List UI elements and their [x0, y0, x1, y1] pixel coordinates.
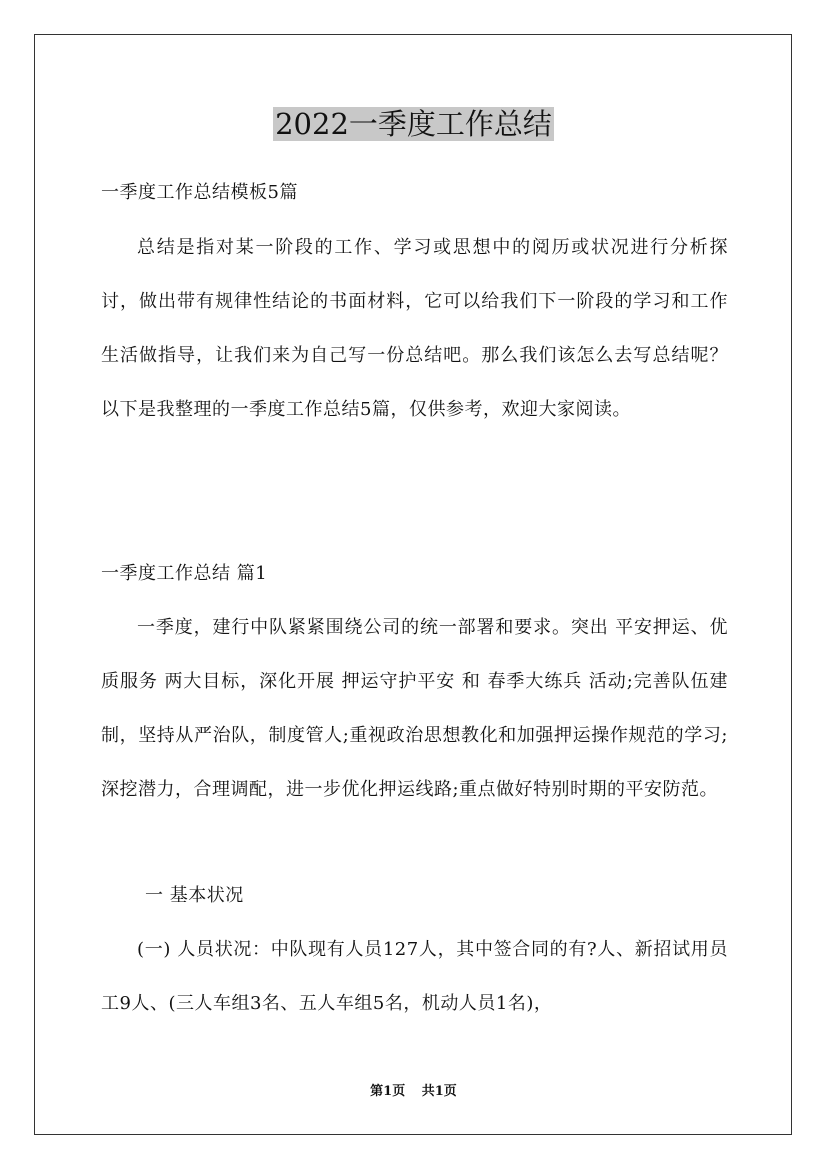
page-total: 共1页 [421, 1084, 457, 1099]
page-footer [0, 1083, 827, 1101]
section-heading: 一季度工作总结 篇1 [101, 563, 268, 584]
document-title-text: 2022一季度工作总结 [275, 107, 552, 141]
section-paragraph-1 [101, 601, 728, 817]
sub-heading: 一 基本状况 [145, 885, 244, 906]
page-number: 第1页 [370, 1084, 406, 1099]
section-paragraph-2-text: (一) 人员状况：中队现有人员127人，其中签合同的有?人、新招试用员工9人、(三人车组3名、五人车组5名，机动人员1名)， [101, 939, 728, 1014]
section-paragraph-1-text: 一季度，建行中队紧紧围绕公司的统一部署和要求。突出 平安押运、优质服务 两大目标，深化开展 押运守护平安 和 春季大练兵 活动;完善队伍建制，坚持从严治队，制度管人;重视政治思想教化和加强押运操作规范的学习;深挖潜力，合理调配，进一步优化押运线路;重点做好特别时期的平安防范。 [101, 617, 728, 800]
intro-text: 总结是指对某一阶段的工作、学习或思想中的阅历或状况进行分析探讨，做出带有规律性结论的书面材料，它可以给我们下一阶段的学习和工作生活做指导，让我们来为自己写一份总结吧。那么我们该怎么去写总结呢？以下是我整理的一季度工作总结5篇，仅供参考，欢迎大家阅读。 [101, 237, 728, 420]
section-paragraph-2 [101, 923, 728, 1031]
intro-paragraph [101, 221, 728, 437]
document-title [0, 104, 827, 144]
document-subtitle: 一季度工作总结模板5篇 [101, 182, 298, 203]
